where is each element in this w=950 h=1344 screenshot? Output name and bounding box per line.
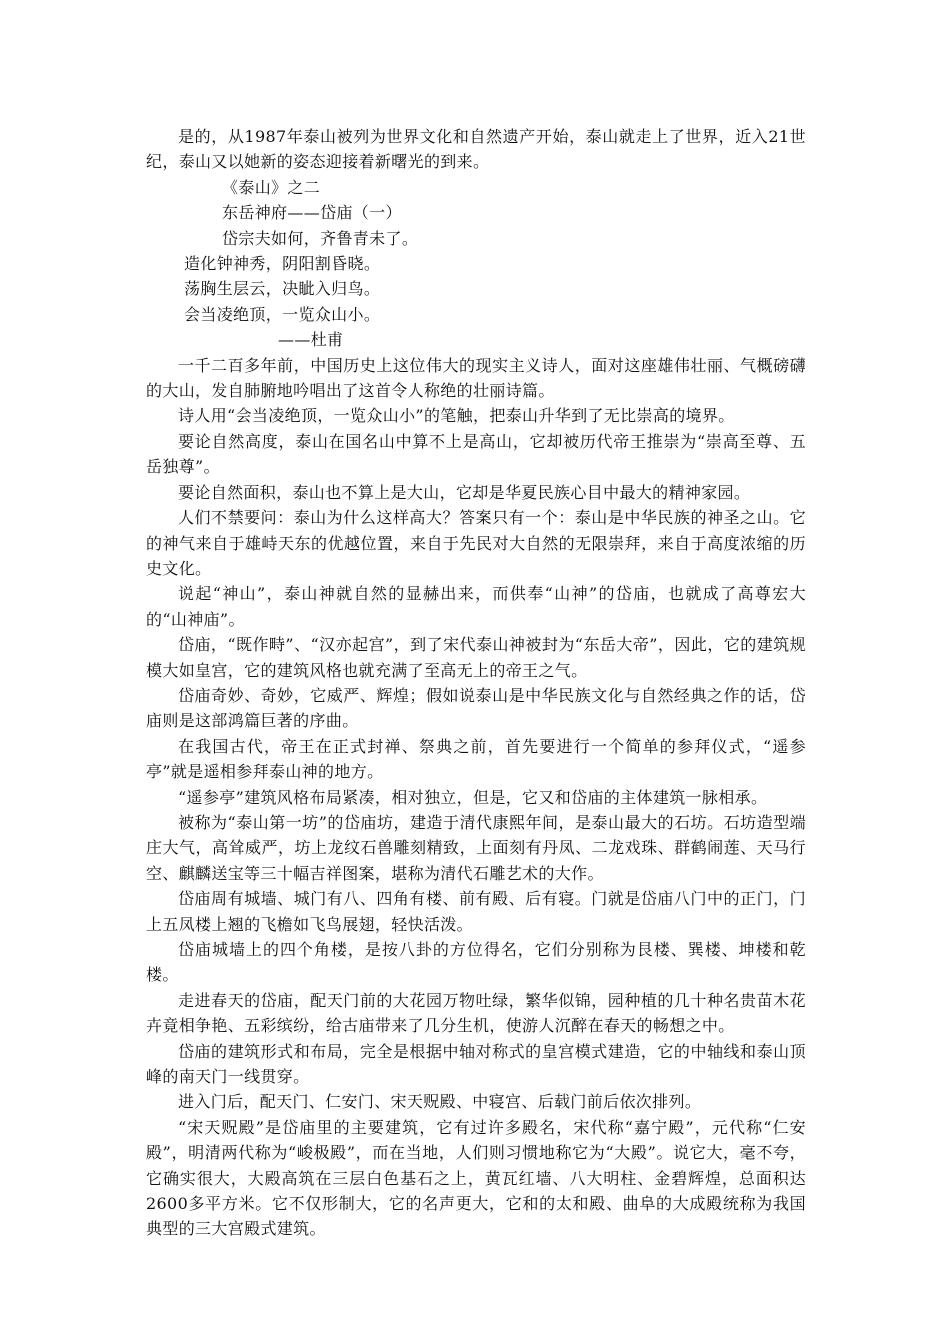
body-paragraph: “遥参亭”建筑风格布局紧凑，相对独立，但是，它又和岱庙的主体建筑一脉相承。 (178, 787, 768, 807)
body-paragraph: 要论自然高度，泰山在国名山中算不上是高山，它却被历代帝王推崇为“崇高至尊、五岳独尊”。 (146, 431, 806, 477)
body-paragraph: 岱庙，“既作畤”、“汉亦起宫”，到了宋代泰山神被封为“东岳大帝”，因此，它的建筑规模大如皇宫，它的建筑风格也就充满了至高无上的帝王之气。 (146, 635, 806, 680)
body-paragraph: 要论自然面积，泰山也不算上是大山，它却是华夏民族心目中最大的精神家园。 (178, 482, 751, 502)
section-title: 《泰山》之二 (222, 177, 321, 197)
body-paragraph: 人们不禁要问：泰山为什么这样高大？答案只有一个：泰山是中华民族的神圣之山。它的神气来自于雄峙天东的优越位置，来自于先民对大自然的无限崇拜，来自于高度浓缩的历史文化。 (146, 508, 806, 578)
body-paragraph: 被称为“泰山第一坊”的岱庙坊，建造于清代康熙年间，是泰山最大的石坊。石坊造型端庄大气，高耸威严，坊上龙纹石兽雕刻精致，上面刻有丹凤、二龙戏珠、群鹤闹莲、天马行空、麒麟送宝等三十幅吉祥图案，堪称为清代石雕艺术的大作。 (146, 812, 806, 883)
body-paragraph: 岱庙的建筑形式和布局，完全是根据中轴对称式的皇宫模式建造，它的中轴线和泰山顶峰的南天门一线贯穿。 (146, 1041, 806, 1087)
body-paragraph: 走进春天的岱庙，配天门前的大花园万物吐绿，繁华似锦，园种植的几十种名贵苗木花卉竟相争艳、五彩缤纷，给古庙带来了几分生机，使游人沉醉在春天的畅想之中。 (146, 990, 806, 1036)
body-paragraph: 说起“神山”，泰山神就自然的显赫出来，而供奉“山神”的岱庙，也就成了高尊宏大的“山神庙”。 (146, 584, 806, 629)
poem-line-4: 会当凌绝顶，一览众山小。 (184, 304, 381, 324)
body-paragraph: 进入门后，配天门、仁安门、宋天贶殿、中寝宫、后载门前后依次排列。 (178, 1092, 702, 1112)
poem-line-2: 造化钟神秀，阴阳割昏晓。 (184, 254, 381, 274)
poem-author: ——杜甫 (278, 330, 344, 350)
poem-line-3: 荡胸生层云，决眦入归鸟。 (184, 279, 381, 299)
body-paragraph: 岱庙周有城墙、城门有八、四角有楼、前有殿、后有寝。门就是岱庙八门中的正门，门上五凤楼上翘的飞檐如飞鸟展翅，轻快活泼。 (146, 889, 806, 934)
body-paragraph: 岱庙城墙上的四个角楼，是按八卦的方位得名，它们分别称为艮楼、巽楼、坤楼和乾楼。 (146, 940, 806, 985)
section-subtitle: 东岳神府——岱庙（一） (222, 203, 402, 223)
body-paragraph: 诗人用“会当凌绝顶，一览众山小”的笔触，把泰山升华到了无比崇高的境界。 (178, 406, 735, 426)
article-body (146, 124, 806, 1242)
body-paragraph: “宋天贶殿”是岱庙里的主要建筑，它有过许多殿名，宋代称“嘉宁殿”，元代称“仁安殿”，明清两代称为“峻极殿”，而在当地，人们则习惯地称它为“大殿”。说它大，毫不夸，它确实很大，大殿高筑在三层白色基石之上，黄瓦红墙、八大明柱、金碧辉煌，总面积达2600多平方米。它不仅形制大，它的名声更大，它和的太和殿、曲阜的大成殿统称为我国典型的三大宫殿式建筑。 (146, 1117, 806, 1239)
poem-line-1: 岱宗夫如何，齐鲁青未了。 (222, 228, 419, 248)
body-paragraph: 一千二百多年前，中国历史上这位伟大的现实主义诗人，面对这座雄伟壮丽、气概磅礴的大山，发自肺腑地吟唱出了这首令人称绝的壮丽诗篇。 (146, 355, 806, 401)
intro-paragraph: 是的，从1987年泰山被列为世界文化和自然遗产开始，泰山就走上了世界，近入21世纪，泰山又以她新的姿态迎接着新曙光的到来。 (146, 127, 806, 172)
body-paragraph: 岱庙奇妙、奇妙，它威严、辉煌；假如说泰山是中华民族文化与自然经典之作的话，岱庙则是这部鸿篇巨著的序曲。 (146, 685, 806, 731)
body-paragraph: 在我国古代，帝王在正式封禅、祭典之前，首先要进行一个简单的参拜仪式，“遥参亭”就是遥相参拜泰山神的地方。 (146, 736, 806, 782)
